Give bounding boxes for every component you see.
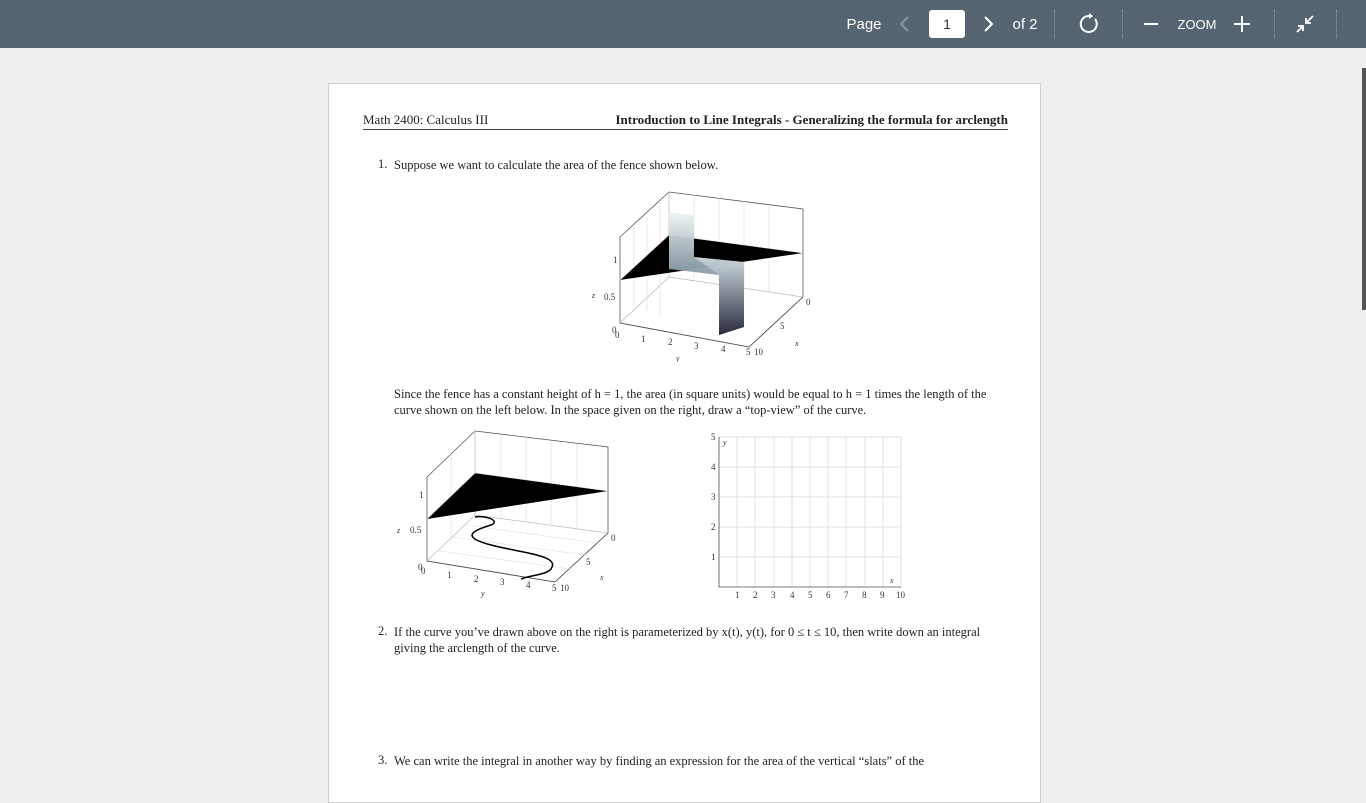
- question-2-text: If the curve you’ve drawn above on the right is parameterized by x(t), y(t), for 0 ≤ t ≤ 10, then write down an integral giving the arclength of the curve.: [394, 625, 981, 655]
- x-tick: 5: [586, 557, 591, 567]
- zoom-in-icon: [1233, 15, 1251, 33]
- y-tick: 4: [526, 580, 531, 590]
- worksheet-title: Introduction to Line Integrals - Generalizing the formula for arclength: [615, 112, 1008, 127]
- y-tick: 2: [668, 337, 673, 347]
- curve-grid: [427, 434, 608, 569]
- zoom-label: ZOOM: [1177, 16, 1217, 32]
- x-tick: 6: [826, 590, 831, 600]
- rotate-icon: [1078, 13, 1100, 35]
- x-tick: 0: [806, 297, 811, 307]
- y-tick: 5: [711, 432, 716, 442]
- collapse-icon: [1295, 14, 1315, 34]
- y-axis-label: y: [723, 438, 727, 447]
- question-1-text: Suppose we want to calculate the area of the fence shown below.: [394, 158, 719, 172]
- curve-3d-figure: [391, 429, 621, 599]
- x-axis-label: x: [795, 339, 799, 348]
- z-tick: 0.5: [604, 292, 616, 302]
- y-tick: 0: [421, 566, 426, 576]
- pdf-page: [328, 83, 1041, 803]
- y-tick: 3: [711, 492, 716, 502]
- chevron-left-icon: [898, 15, 912, 33]
- fence-3d-figure: [584, 187, 814, 362]
- y-tick: 1: [641, 334, 646, 344]
- z-axis-label: z: [397, 526, 401, 535]
- grid-lines: [719, 437, 901, 587]
- x-tick: 10: [560, 583, 569, 593]
- x-tick: 1: [735, 590, 740, 600]
- y-tick: 3: [500, 577, 505, 587]
- x-axis-label: x: [600, 573, 604, 582]
- toolbar-divider: [1122, 10, 1123, 38]
- next-page-button[interactable]: [976, 0, 1000, 48]
- x-tick: 4: [790, 590, 795, 600]
- page-number-input[interactable]: [929, 10, 965, 38]
- rotate-button[interactable]: [1074, 0, 1104, 48]
- z-axis-label: z: [592, 291, 596, 300]
- z-tick: 0: [612, 325, 617, 335]
- y-tick: 3: [694, 341, 699, 351]
- x-tick: 2: [753, 590, 758, 600]
- question-1-number: 1.: [378, 157, 388, 171]
- zoom-in-button[interactable]: [1229, 0, 1255, 48]
- y-tick: 2: [474, 574, 479, 584]
- toolbar-divider: [1274, 10, 1275, 38]
- y-tick: 4: [711, 462, 716, 472]
- x-tick: 10: [754, 347, 763, 357]
- y-tick: 5: [552, 583, 557, 593]
- zoom-out-button[interactable]: [1138, 0, 1164, 48]
- space-curve: [472, 517, 553, 579]
- x-tick: 5: [780, 321, 785, 331]
- y-tick: 1: [447, 570, 452, 580]
- x-tick: 3: [771, 590, 776, 600]
- y-axis-label: y: [481, 589, 485, 598]
- toolbar-divider: [1336, 10, 1337, 38]
- chevron-right-icon: [981, 15, 995, 33]
- page-label: Page: [846, 15, 882, 33]
- y-tick: 4: [721, 344, 726, 354]
- toolbar-divider: [1054, 10, 1055, 38]
- collapse-button[interactable]: [1291, 0, 1319, 48]
- x-tick: 7: [844, 590, 849, 600]
- y-axis-label: y: [676, 354, 680, 362]
- x-tick: 0: [611, 533, 616, 543]
- z-tick: 0.5: [410, 525, 422, 535]
- z-tick: 1: [419, 490, 424, 500]
- x-tick: 5: [808, 590, 813, 600]
- x-tick: 10: [896, 590, 905, 600]
- question-1-paragraph: Since the fence has a constant height of h = 1, the area (in square units) would be equal to h = 1 times the length of the curve shown on the left below. In the space given on the right, draw a “top-view” of the curve.: [394, 387, 987, 417]
- question-3-number: 3.: [378, 753, 388, 767]
- y-tick: 0: [615, 330, 620, 340]
- x-tick: 9: [880, 590, 885, 600]
- x-axis-label: x: [890, 576, 894, 585]
- zoom-out-icon: [1143, 16, 1159, 32]
- y-tick: 5: [746, 347, 751, 357]
- vertical-scrollbar[interactable]: [1362, 68, 1366, 310]
- z-tick: 0: [418, 562, 423, 572]
- z-tick: 1: [613, 255, 618, 265]
- y-tick: 2: [711, 522, 716, 532]
- question-2-number: 2.: [378, 624, 388, 638]
- previous-page-button[interactable]: [893, 0, 917, 48]
- question-3-text: We can write the integral in another way by finding an expression for the area of the vertical “slats” of the: [394, 754, 925, 768]
- viewer-toolbar: [0, 0, 1366, 48]
- course-title: Math 2400: Calculus III: [363, 112, 489, 127]
- x-tick: 8: [862, 590, 867, 600]
- header-rule: [363, 129, 1008, 130]
- y-tick: 1: [711, 552, 716, 562]
- top-view-grid[interactable]: [704, 431, 914, 601]
- total-pages-label: of 2: [1012, 15, 1038, 33]
